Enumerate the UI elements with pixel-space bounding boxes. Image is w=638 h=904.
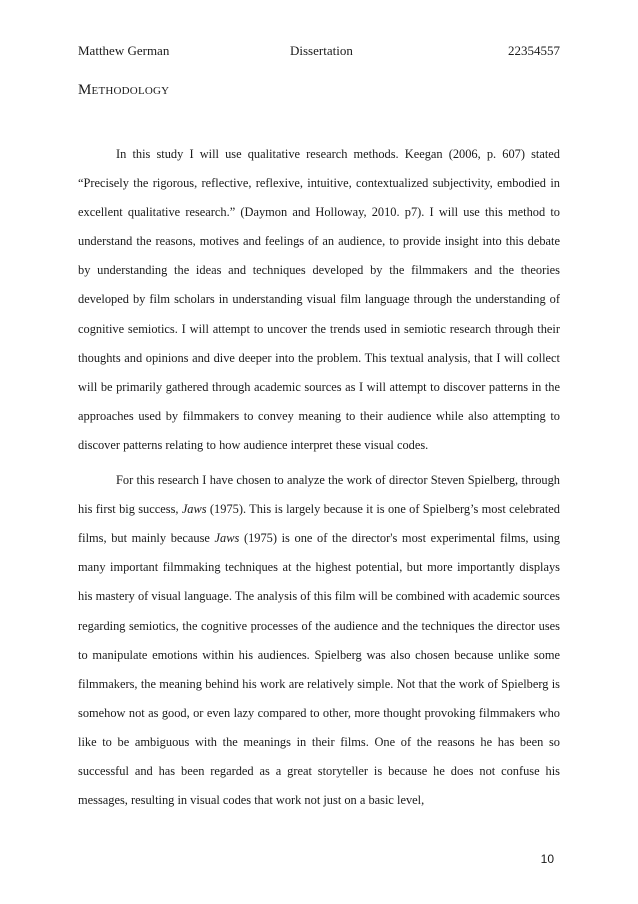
body-text: [78, 140, 560, 821]
header-student-id: 22354557: [508, 43, 560, 58]
film-title-jaws: Jaws: [181, 502, 207, 517]
paragraph-2-text-a: For this research I have chosen to analyze the work of director Steven Spielberg, through his first big success,: [78, 473, 560, 517]
header-author: Matthew German: [78, 43, 170, 58]
film-title-jaws-2: Jaws: [214, 531, 240, 546]
paragraph-2-text-b: (1975). This is largely because it is one of Spielberg’s most celebrated films, but mainly because: [78, 502, 560, 546]
paragraph-2-text-c: (1975) is one of the director's most experimental films, using many important filmmaking techniques at the highest potential, but more importantly displays his mastery of visual language. The analysis of this film will be combined with academic sources regarding semiotics, the cognitive processes of the audience and the techniques the director uses to manipulate emotions within his audiences. Spielberg was also chosen because unlike some filmmakers, the meaning behind his work are relatively simple. Not that the work of Spielberg is somehow not as good, or even lazy compared to other, more thought provoking filmmakers who like to be ambiguous with the meanings in their films. One of the reasons he has been so successful and has been regarded as a great storyteller is because he does not confuse his messages, resulting in visual codes that work not just on a basic level,: [78, 531, 560, 808]
page-number: 10: [540, 852, 554, 866]
header-doc-type: Dissertation: [290, 43, 353, 58]
section-heading: Methodology: [78, 82, 170, 98]
paragraph-1: In this study I will use qualitative research methods. Keegan (2006, p. 607) stated “Precisely the rigorous, reflective, reflexive, intuitive, contextualized subjectivity, embodied in excellent qualitative research.” (Daymon and Holloway, 2010. p7). I will use this method to understand the reasons, motives and feelings of an audience, to provide insight into this debate by understanding the ideas and techniques developed by the filmmakers and the theories developed by film scholars in understanding visual film language through the understanding of cognitive semiotics. I will attempt to uncover the trends used in semiotic research through their thoughts and opinions and dive deeper into the problem. This textual analysis, that I will collect will be primarily gathered through academic sources as I will attempt to discover patterns in the approaches used by filmmakers to convey meaning to their audience while also attempting to discover patterns relating to how audience interpret these visual codes.: [78, 147, 560, 452]
paragraph-2: [78, 466, 560, 815]
